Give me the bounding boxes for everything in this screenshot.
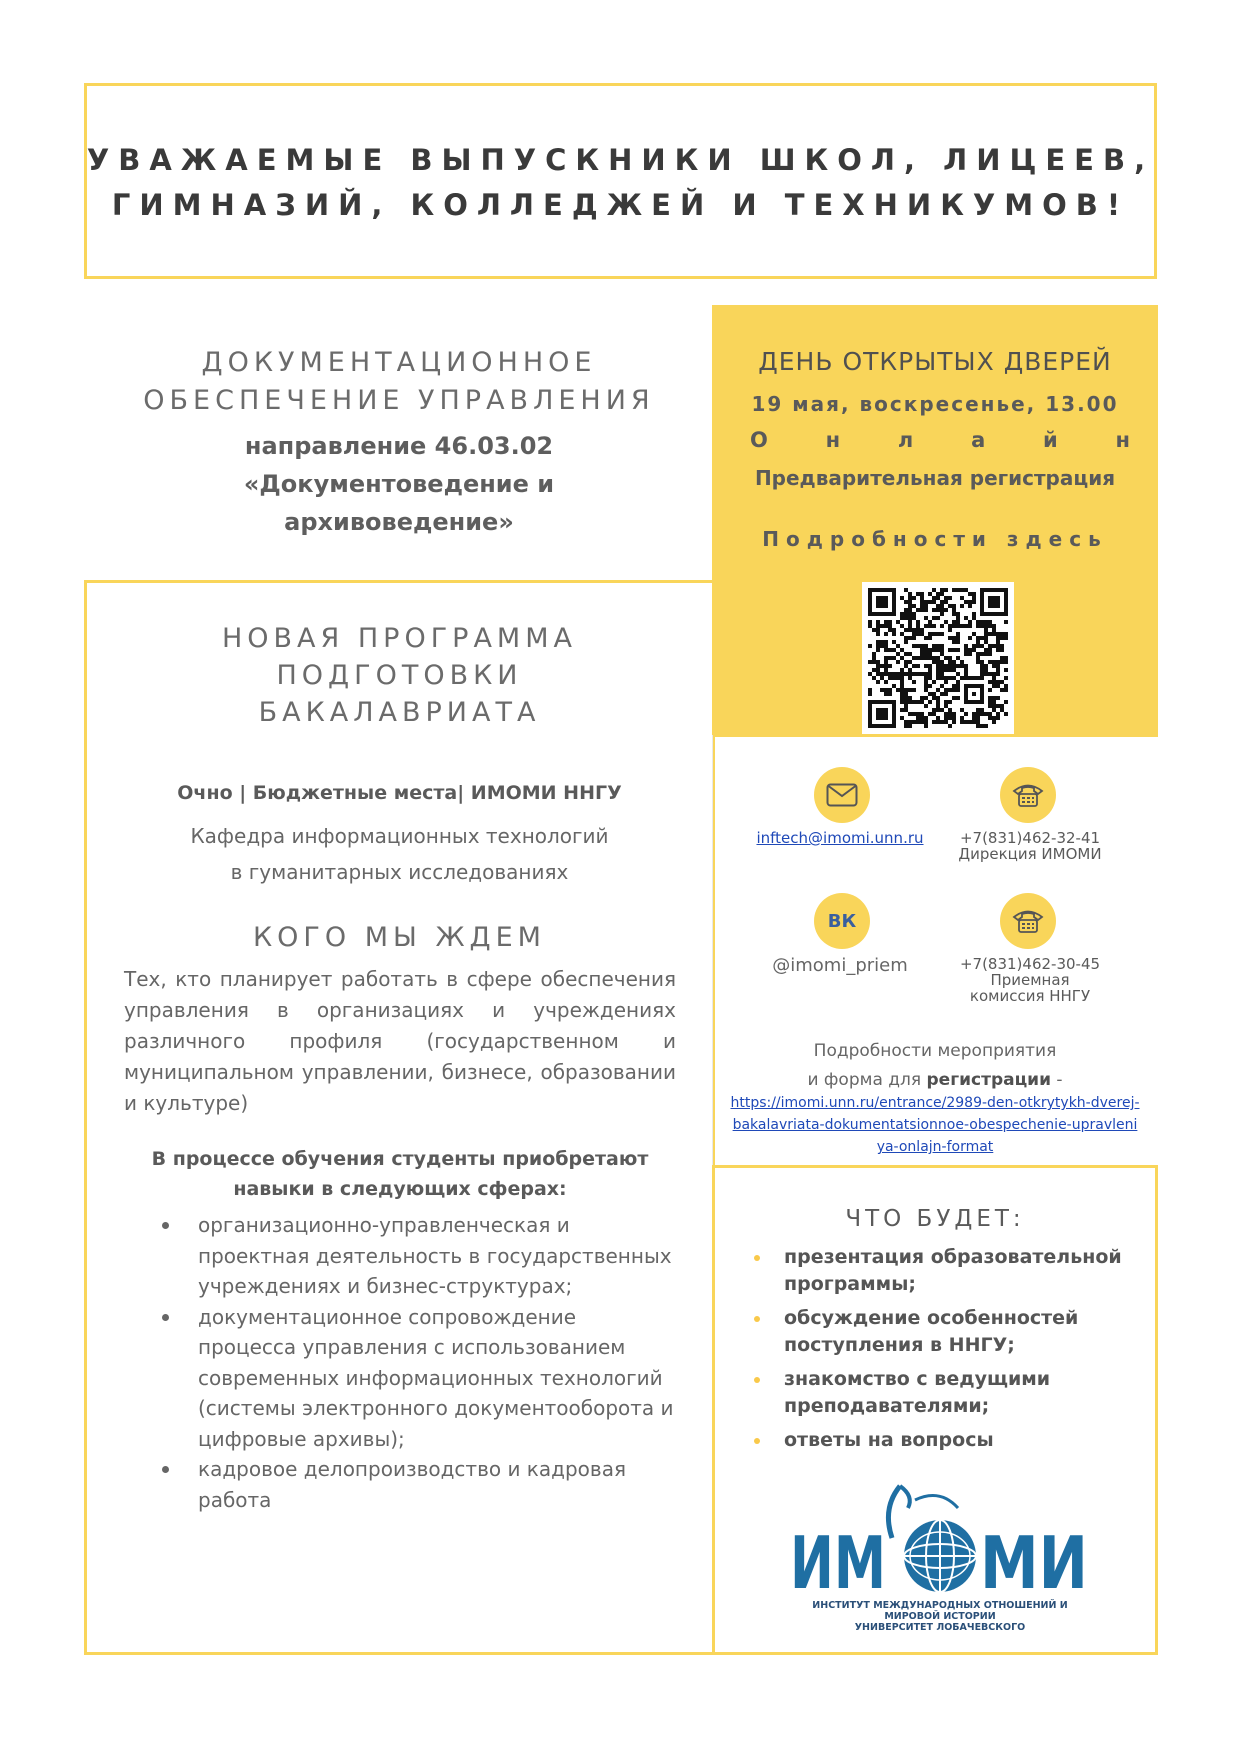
phone-glyph	[1012, 908, 1044, 934]
phone-admissions	[930, 956, 1130, 1004]
new-program-title-line: ПОДГОТОВКИ	[276, 660, 523, 691]
svg-text:МИ: МИ	[980, 1521, 1088, 1605]
phone-glyph	[1012, 782, 1044, 808]
format-letter: н	[825, 428, 841, 452]
format-letter: л	[897, 428, 914, 452]
list-item: организационно-управленческая и проектная деятельность в государственных учреждениях и бизнес-структурах;	[160, 1210, 680, 1302]
qr-code-graphic	[868, 588, 1008, 728]
svg-text:ИМ: ИМ	[790, 1521, 886, 1605]
logo-caption-line: УНИВЕРСИТЕТ ЛОБАЧЕВСКОГО	[854, 1622, 1026, 1633]
header-title	[84, 138, 1157, 228]
list-item: знакомство с ведущими преподавателями;	[752, 1366, 1132, 1420]
email-link[interactable]: inftech@imomi.unn.ru	[756, 829, 924, 847]
open-day-title: ДЕНЬ ОТКРЫТЫХ ДВЕРЕЙ	[758, 347, 1112, 376]
list-item: ответы на вопросы	[752, 1427, 1132, 1454]
phone-number[interactable]: +7(831)462-32-41	[959, 829, 1101, 847]
list-item: кадровое делопроизводство и кадровая работа	[160, 1454, 680, 1515]
program-direction	[84, 427, 714, 541]
vk-icon[interactable]	[814, 893, 870, 949]
list-item: документационное сопровождение процесса управления с использованием современных информационных технологий (системы электронного документооборота и цифровые архивы);	[160, 1302, 680, 1455]
qr-code-icon[interactable]	[862, 582, 1014, 734]
vk-logo-text: ВК	[827, 910, 857, 932]
format-letter: й	[1043, 428, 1058, 452]
direction-line: архивоведение»	[284, 508, 514, 536]
phone-label: Дирекция ИМОМИ	[958, 845, 1102, 863]
open-day-date: 19 мая, воскресенье, 13.00	[751, 392, 1119, 416]
program-title	[84, 344, 714, 420]
direction-line: направление 46.03.02	[244, 432, 554, 460]
whom-title: КОГО МЫ ЖДЕМ	[253, 922, 546, 953]
header-title-line: ГИМНАЗИЙ, КОЛЛЕДЖЕЙ И ТЕХНИКУМОВ!	[111, 188, 1130, 222]
new-program-title-line: БАКАЛАВРИАТА	[258, 697, 541, 728]
list-item: обсуждение особенностей поступления в ННГУ;	[752, 1305, 1132, 1359]
event-details-line: Подробности мероприятия	[813, 1041, 1057, 1061]
list-item: презентация образовательной программы;	[752, 1244, 1132, 1298]
registration-link[interactable]: https://imomi.unn.ru/entrance/2989-den-otkrytykh-dverej-bakalavriata-dokumentatsionnoe-obespechenie-upravleniya-onlajn-format	[730, 1095, 1140, 1155]
event-details	[712, 1037, 1158, 1095]
agenda-title: ЧТО БУДЕТ:	[845, 1206, 1025, 1232]
phone-label: комиссия ННГУ	[969, 987, 1091, 1005]
imomi-logo	[790, 1478, 1090, 1608]
header-title-line: УВАЖАЕМЫЕ ВЫПУСКНИКИ ШКОЛ, ЛИЦЕЕВ,	[86, 143, 1155, 177]
event-details-suffix: -	[1051, 1070, 1063, 1090]
direction-line: «Документоведение и	[243, 470, 555, 498]
phone-icon[interactable]	[1000, 767, 1056, 823]
open-day-format	[750, 428, 1130, 452]
event-details-line	[712, 1066, 1158, 1095]
department-line: Кафедра информационных технологий	[190, 824, 609, 848]
phone-directorate	[930, 830, 1130, 862]
agenda-list	[752, 1244, 1132, 1461]
program-title-line: ОБЕСПЕЧЕНИЕ УПРАВЛЕНИЯ	[143, 385, 655, 416]
mail-glyph	[826, 783, 858, 807]
event-details-prefix: и форма для	[807, 1070, 927, 1090]
phone-label: Приемная	[990, 971, 1070, 989]
format-letter: н	[1115, 428, 1130, 452]
study-form: Очно | Бюджетные места| ИМОМИ ННГУ	[177, 782, 622, 804]
mail-icon[interactable]	[814, 767, 870, 823]
format-letter: О	[750, 428, 768, 452]
new-program-title	[84, 620, 715, 731]
phone-number[interactable]: +7(831)462-30-45	[959, 955, 1101, 973]
logo-caption	[784, 1600, 1096, 1633]
phone-icon[interactable]	[1000, 893, 1056, 949]
open-day-details-link[interactable]: Подробности здесь	[762, 527, 1108, 551]
whom-text: Тех, кто планирует работать в сфере обеспечения управления в организациях и учреждениях различного профиля (государственном и муниципальном управлении, бизнесе, образовании и культуре)	[124, 967, 676, 1115]
skills-list	[160, 1210, 680, 1515]
skills-heading-line: навыки в следующих сферах:	[233, 1178, 567, 1200]
vk-handle[interactable]: @imomi_priem	[772, 955, 908, 976]
program-title-line: ДОКУМЕНТАЦИОННОЕ	[201, 347, 597, 378]
imomi-logo-graphic	[790, 1478, 1090, 1608]
new-program-title-line: НОВАЯ ПРОГРАММА	[221, 623, 577, 654]
department-line: в гуманитарных исследованиях	[230, 860, 569, 884]
skills-heading-line: В процессе обучения студенты приобретают	[151, 1148, 649, 1170]
logo-caption-line: ИНСТИТУТ МЕЖДУНАРОДНЫХ ОТНОШЕНИЙ И МИРОВОЙ ИСТОРИИ	[812, 1600, 1068, 1622]
skills-heading	[114, 1144, 686, 1204]
department	[84, 818, 715, 890]
event-details-bold: регистрации	[926, 1070, 1052, 1090]
format-letter: а	[971, 428, 986, 452]
open-day-registration: Предварительная регистрация	[754, 466, 1116, 490]
